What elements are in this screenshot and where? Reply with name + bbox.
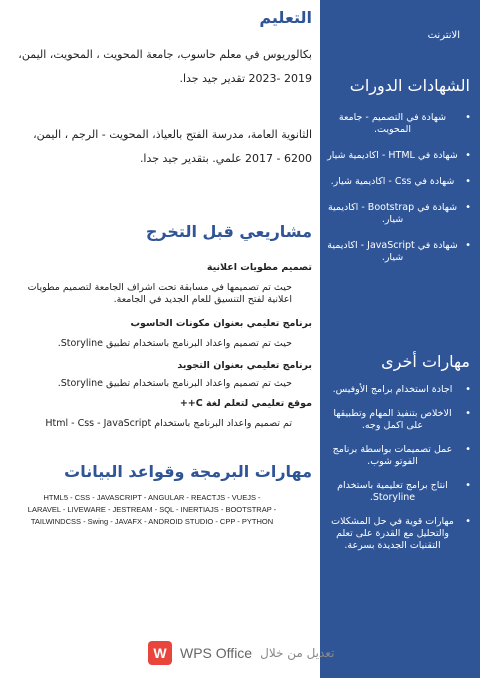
sidebar-top-item: الانترنت [427,30,460,41]
skill-item: • انتاج برامج تعليمية باستخدام Storyline. [325,480,460,504]
skill-item: • الاخلاص بتنفيذ المهام وتطبيقها على اكمل وجه. [325,408,460,432]
project-name: تصميم مطويات اعلانية [206,262,312,273]
certs-list [325,112,472,274]
skills-title: مهارات البرمجة وقواعد البيانات [64,462,312,481]
wps-brand: WPS Office [180,645,253,661]
project-desc: حيث تم تصميم واعداد البرنامج باستخدام تطبيق Storyline. [57,378,292,389]
cert-item: • شهادة في التصميم - جامعة المحويت. [325,112,460,136]
project-name: موقع تعليمي لتعلم لغة C++ [179,398,312,409]
skill-item: • عمل تصميمات بواسطة برنامج الفوتو شوب. [325,444,460,468]
project-name: برنامج تعليمي بعنوان التجويد [177,360,312,371]
projects-title: مشاريعي قبل التخرج [145,222,312,241]
education-line: بكالوريوس في معلم حاسوب، جامعة المحويت ، المحويت، اليمن، [18,48,312,61]
sidebar [320,0,480,678]
cert-item: • شهادة في JavaScript - اكاديمية شيار. [325,240,460,264]
project-desc: حيث تم تصميم واعداد البرنامج باستخدام تطبيق Storyline. [57,338,292,349]
education-line: 2019 -2023 تقدير جيد جدا. [179,72,312,85]
skill-item: • اجادة استخدام برامج الأوفيس. [325,384,460,396]
certs-title: الشهادات الدورات [349,76,470,95]
skills-line: HTML5 - CSS - JAVASCRIPT - ANGULAR - REACTJS - VUEJS - [43,493,261,502]
project-desc: تم تصميم واعداد البرنامج باستخدام Html - Css - JavaScript [45,418,292,429]
cert-item: • شهادة في Css - اكاديمية شيار. [325,176,460,188]
wps-edit-text: تعديل من خلال [260,646,335,660]
skills-line: LARAVEL - LIVEWARE - JESTREAM - SQL - INERTIAJS - BOOTSTRAP - [27,505,277,514]
cert-item: • شهادة في HTML - اكاديمية شيار [325,150,460,162]
other-skills-title: مهارات أخرى [381,352,470,371]
education-title: التعليم [259,8,312,27]
project-name: برنامج تعليمي بعنوان مكونات الحاسوب [130,318,312,329]
wps-logo-icon: W [148,641,172,665]
other-skills-list [325,384,472,562]
education-line: الثانوية العامة، مدرسة الفتح بالعياذ، المحويت - الرجم ، اليمن، [33,128,312,141]
skills-line: TAILWINDCSS - Swing - JAVAFX - ANDROID STUDIO - CPP - PYTHON [30,517,274,526]
project-desc: حيث تم تصميمها في مسابقة تحت اشراف الجامعة لتصميم مطويات اعلانية لفتح التنسيق للعام الجديد في الجامعة. [27,282,292,305]
cert-item: • شهادة في Bootstrap - اكاديمية شيار. [325,202,460,226]
education-line: 6200 - 2017 علمي. بتقدير جيد جدا. [139,152,312,165]
wps-watermark [148,638,358,668]
skill-item: • مهارات قوية في حل المشكلات والتحليل مع القدرة على تعلم التقنيات الجديدة بسرعة. [325,516,460,552]
